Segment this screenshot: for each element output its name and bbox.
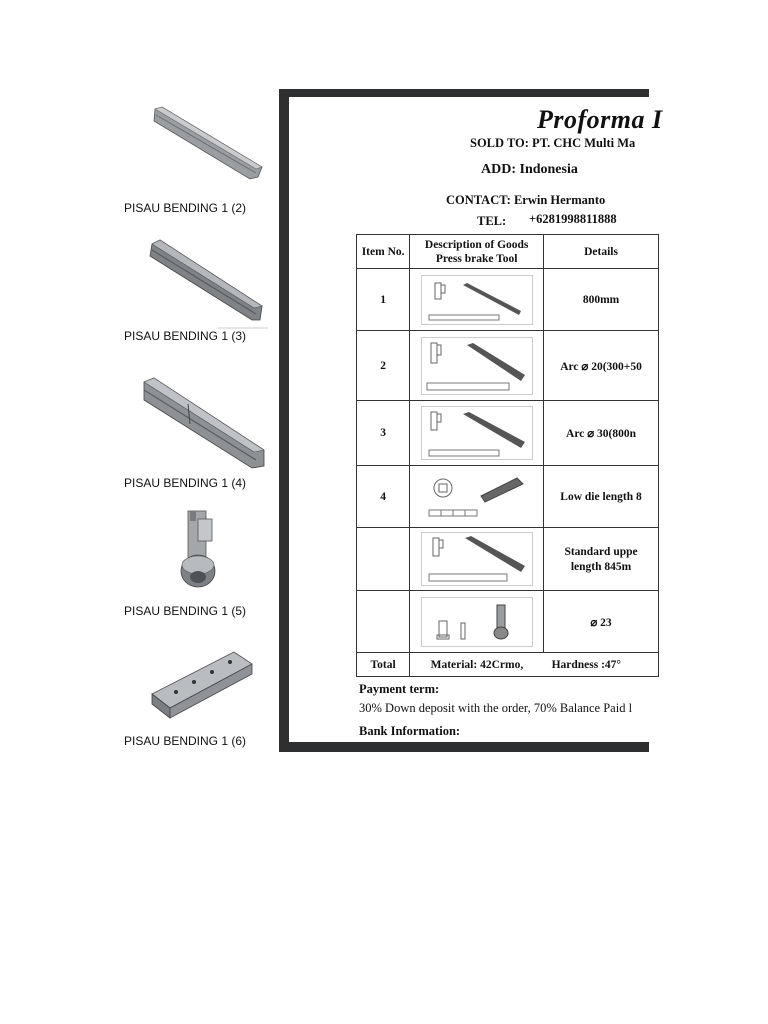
goods-image xyxy=(410,269,544,331)
segmented-blade-icon xyxy=(140,376,268,472)
goods-image xyxy=(410,401,544,466)
product-item-1 xyxy=(0,100,270,220)
tel-value: +6281998811888 xyxy=(529,212,617,226)
product-caption: PISAU BENDING 1 (6) xyxy=(124,734,247,748)
header-description xyxy=(410,235,544,269)
total-label: Total xyxy=(357,653,410,677)
invoice-scan xyxy=(279,89,663,752)
sold-to: SOLD TO: PT. CHC Multi Ma xyxy=(470,136,636,150)
tool-drawing-icon xyxy=(421,406,533,460)
product-caption: PISAU BENDING 1 (5) xyxy=(124,604,247,618)
item-number: 1 xyxy=(357,269,410,331)
item-details: 800mm xyxy=(544,269,659,331)
product-item-4 xyxy=(0,505,270,625)
goods-image xyxy=(410,528,544,591)
item-number: 3 xyxy=(357,401,410,466)
header-item-no: Item No. xyxy=(357,235,410,269)
tel-label: TEL: xyxy=(477,214,507,228)
product-item-3 xyxy=(0,372,270,492)
item-number xyxy=(357,528,410,591)
straight-blade-icon xyxy=(150,105,265,185)
item-details xyxy=(544,528,659,591)
item-number: 2 xyxy=(357,331,410,401)
item-details: Low die length 8 xyxy=(544,466,659,528)
hardness: Hardness :47° xyxy=(544,653,659,677)
item-number: 4 xyxy=(357,466,410,528)
invoice-title: Proforma I xyxy=(537,105,663,134)
item-details-line1: Standard uppe xyxy=(564,545,638,558)
item-details: Arc ⌀ 30(800n xyxy=(544,401,659,466)
bolt-drawing-icon xyxy=(421,597,533,647)
header-description-line1: Description of Goods xyxy=(424,238,529,251)
table-row xyxy=(357,331,659,401)
material: Material: 42Crmo, xyxy=(410,653,544,677)
header-details: Details xyxy=(544,235,659,269)
invoice-table xyxy=(356,234,659,677)
tool-drawing-icon xyxy=(421,532,533,586)
tool-drawing-icon xyxy=(421,275,533,325)
table-row xyxy=(357,401,659,466)
item-number xyxy=(357,591,410,653)
table-row xyxy=(357,466,659,528)
product-item-5 xyxy=(0,640,270,760)
table-row xyxy=(357,591,659,653)
product-caption: PISAU BENDING 1 (4) xyxy=(124,476,247,490)
total-row xyxy=(357,653,659,677)
goods-image xyxy=(410,331,544,401)
item-details-line2: length 845m xyxy=(570,560,632,573)
item-details: ⌀ 23 xyxy=(544,591,659,653)
product-item-2 xyxy=(0,232,270,342)
item-details: Arc ⌀ 20(300+50 xyxy=(544,331,659,401)
address: ADD: Indonesia xyxy=(481,162,578,177)
goods-image xyxy=(410,466,544,528)
product-caption: PISAU BENDING 1 (2) xyxy=(124,201,247,215)
tool-drawing-icon xyxy=(421,472,533,522)
table-row xyxy=(357,528,659,591)
payment-term-text: 30% Down deposit with the order, 70% Balance Paid l xyxy=(359,701,633,715)
payment-term-label: Payment term: xyxy=(359,682,440,696)
header-description-line2: Press brake Tool xyxy=(435,252,518,265)
die-block-icon xyxy=(150,646,256,720)
invoice-paper xyxy=(289,97,663,742)
clamp-bolt-icon xyxy=(176,505,222,593)
table-row xyxy=(357,269,659,331)
goods-image xyxy=(410,591,544,653)
product-caption: PISAU BENDING 1 (3) xyxy=(124,329,247,343)
straight-blade-icon xyxy=(148,236,268,326)
bank-info-label: Bank Information: xyxy=(359,724,461,738)
tool-drawing-icon xyxy=(421,337,533,395)
contact: CONTACT: Erwin Hermanto xyxy=(446,193,606,207)
